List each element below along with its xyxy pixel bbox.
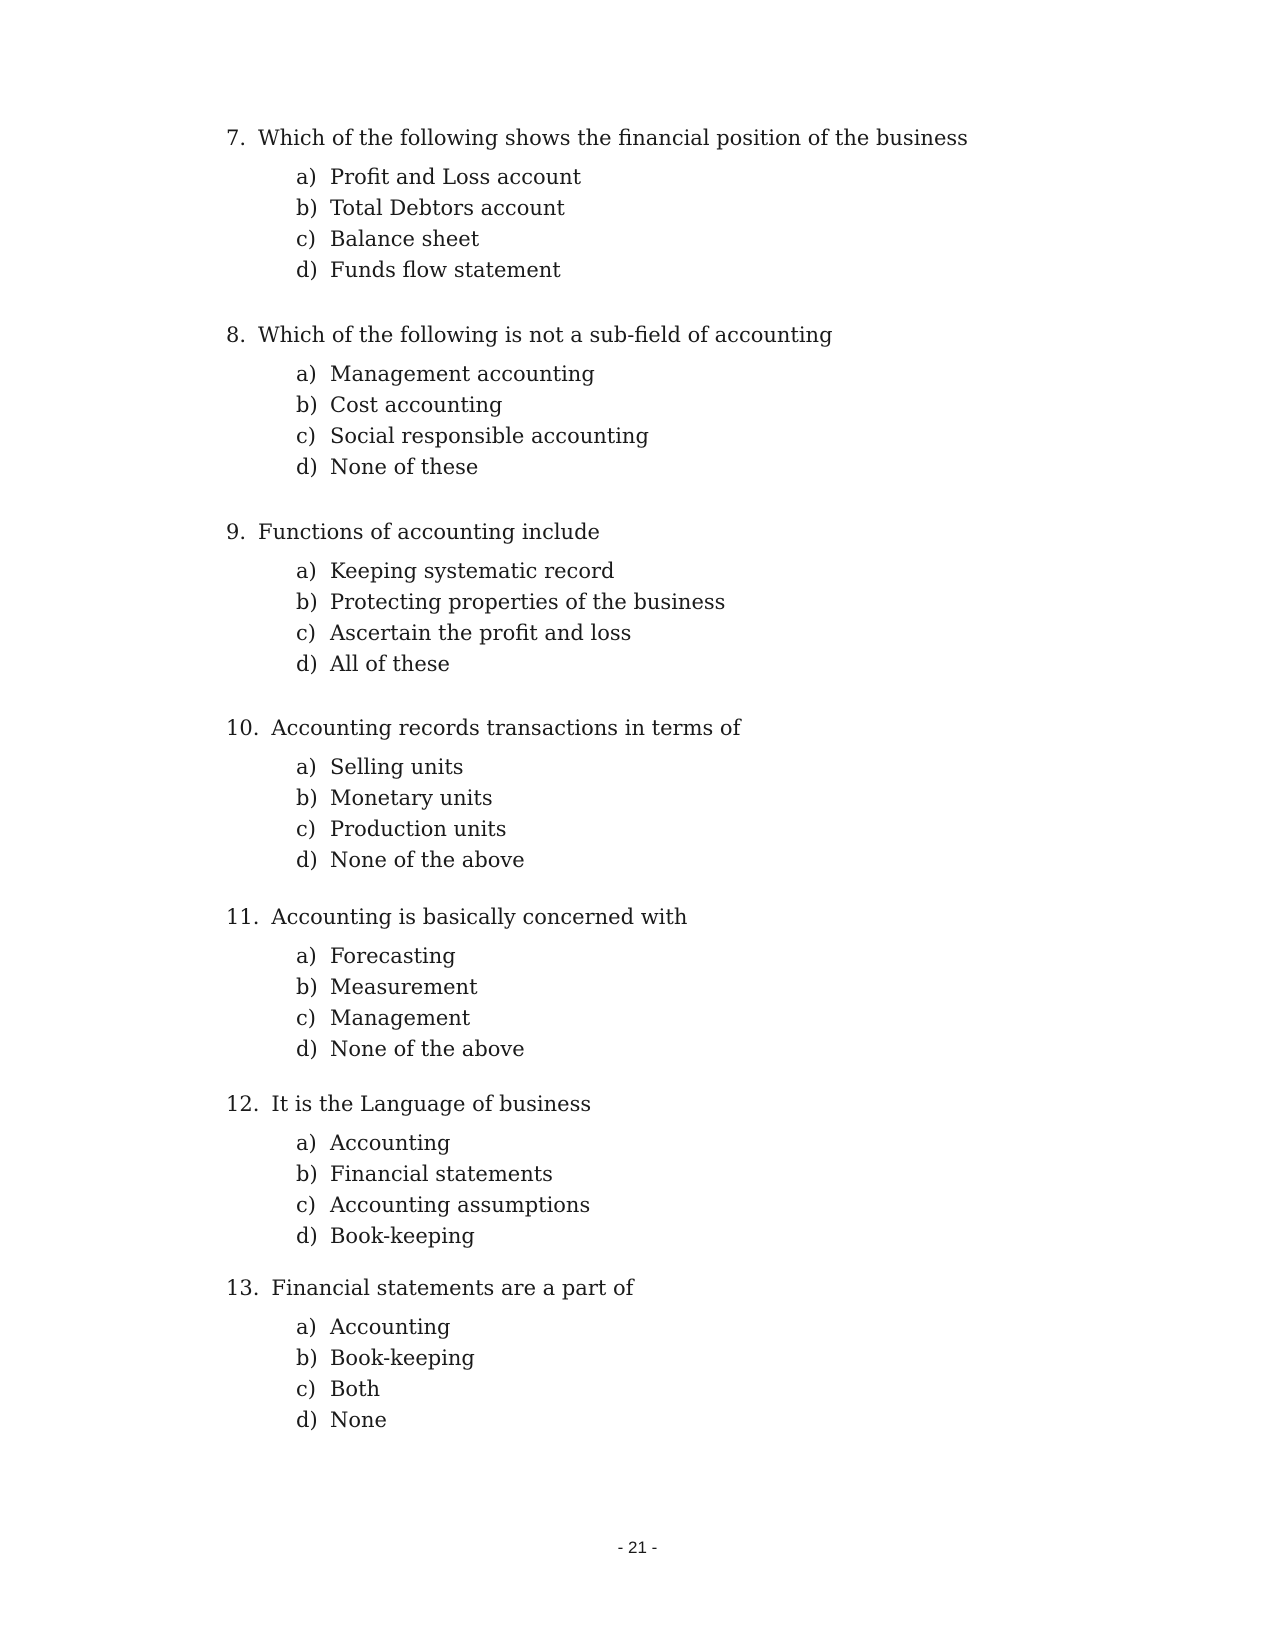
option-d: [296, 452, 1126, 483]
question-11: [226, 903, 1126, 1065]
question-number: 7.: [226, 126, 247, 150]
option-letter: d): [296, 455, 318, 479]
option-text: Monetary units: [330, 786, 493, 810]
option-text: None of the above: [330, 848, 525, 872]
option-letter: a): [296, 559, 317, 583]
option-letter: b): [296, 196, 318, 220]
option-text: Keeping systematic record: [330, 559, 615, 583]
option-text: None of the above: [330, 1037, 525, 1061]
question-stem: [226, 1274, 1126, 1302]
option-text: Ascertain the profit and loss: [330, 621, 632, 645]
option-c: [296, 618, 1126, 649]
option-letter: c): [296, 1377, 316, 1401]
question-text: Accounting records transactions in terms of: [271, 716, 741, 740]
option-b: [296, 1343, 1126, 1374]
option-text: Social responsible accounting: [330, 424, 649, 448]
option-c: [296, 224, 1126, 255]
option-letter: d): [296, 1037, 318, 1061]
question-text: It is the Language of business: [271, 1092, 592, 1116]
option-a: [296, 359, 1126, 390]
question-10: [226, 714, 1126, 876]
option-letter: d): [296, 1224, 318, 1248]
option-letter: c): [296, 1193, 316, 1217]
option-text: All of these: [330, 652, 450, 676]
option-d: [296, 1221, 1126, 1252]
option-text: Book-keeping: [330, 1346, 475, 1370]
option-text: Total Debtors account: [330, 196, 565, 220]
option-letter: b): [296, 393, 318, 417]
option-text: None of these: [330, 455, 479, 479]
option-d: [296, 845, 1126, 876]
option-letter: a): [296, 755, 317, 779]
option-d: [296, 255, 1126, 286]
option-d: [296, 1034, 1126, 1065]
options-list: [226, 162, 1126, 286]
options-list: [226, 1312, 1126, 1436]
option-text: Financial statements: [330, 1162, 553, 1186]
question-stem: [226, 124, 1126, 152]
option-text: Production units: [330, 817, 507, 841]
option-b: [296, 783, 1126, 814]
option-a: [296, 1312, 1126, 1343]
question-8: [226, 321, 1126, 483]
option-text: Accounting assumptions: [330, 1193, 591, 1217]
option-d: [296, 649, 1126, 680]
option-a: [296, 941, 1126, 972]
option-c: [296, 421, 1126, 452]
option-text: Profit and Loss account: [330, 165, 582, 189]
option-letter: a): [296, 1131, 317, 1155]
question-stem: [226, 714, 1126, 742]
option-letter: c): [296, 227, 316, 251]
option-letter: d): [296, 652, 318, 676]
option-letter: b): [296, 975, 318, 999]
option-letter: c): [296, 1006, 316, 1030]
option-text: Accounting: [330, 1131, 451, 1155]
option-text: Cost accounting: [330, 393, 503, 417]
option-letter: c): [296, 817, 316, 841]
option-letter: d): [296, 848, 318, 872]
question-text: Which of the following shows the financial position of the business: [258, 126, 968, 150]
option-letter: b): [296, 786, 318, 810]
question-text: Financial statements are a part of: [271, 1276, 634, 1300]
option-text: Forecasting: [330, 944, 456, 968]
option-text: None: [330, 1408, 387, 1432]
option-d: [296, 1405, 1126, 1436]
option-letter: a): [296, 944, 317, 968]
option-text: Book-keeping: [330, 1224, 475, 1248]
option-text: Funds flow statement: [330, 258, 561, 282]
question-stem: [226, 518, 1126, 546]
option-letter: b): [296, 1162, 318, 1186]
question-number: 8.: [226, 323, 247, 347]
option-b: [296, 972, 1126, 1003]
option-text: Balance sheet: [330, 227, 480, 251]
question-12: [226, 1090, 1126, 1252]
options-list: [226, 752, 1126, 876]
option-b: [296, 1159, 1126, 1190]
question-13: [226, 1274, 1126, 1436]
option-a: [296, 752, 1126, 783]
option-letter: c): [296, 424, 316, 448]
option-letter: d): [296, 1408, 318, 1432]
option-letter: a): [296, 1315, 317, 1339]
question-number: 9.: [226, 520, 247, 544]
option-letter: a): [296, 362, 317, 386]
question-stem: [226, 1090, 1126, 1118]
option-b: [296, 193, 1126, 224]
question-number: 10.: [226, 716, 260, 740]
option-text: Selling units: [330, 755, 464, 779]
option-b: [296, 390, 1126, 421]
option-c: [296, 1003, 1126, 1034]
options-list: [226, 556, 1126, 680]
option-a: [296, 1128, 1126, 1159]
options-list: [226, 941, 1126, 1065]
option-c: [296, 814, 1126, 845]
option-c: [296, 1190, 1126, 1221]
option-text: Accounting: [330, 1315, 451, 1339]
question-number: 11.: [226, 905, 260, 929]
option-text: Both: [330, 1377, 381, 1401]
page-number: - 21 -: [617, 1538, 658, 1557]
option-text: Management: [330, 1006, 471, 1030]
question-text: Which of the following is not a sub-field of accounting: [258, 323, 833, 347]
question-stem: [226, 903, 1126, 931]
question-text: Functions of accounting include: [258, 520, 600, 544]
option-letter: c): [296, 621, 316, 645]
question-stem: [226, 321, 1126, 349]
option-a: [296, 162, 1126, 193]
option-letter: a): [296, 165, 317, 189]
option-text: Measurement: [330, 975, 478, 999]
option-a: [296, 556, 1126, 587]
question-number: 13.: [226, 1276, 260, 1300]
options-list: [226, 1128, 1126, 1252]
options-list: [226, 359, 1126, 483]
option-letter: b): [296, 590, 318, 614]
option-b: [296, 587, 1126, 618]
option-text: Protecting properties of the business: [330, 590, 726, 614]
question-9: [226, 518, 1126, 680]
question-text: Accounting is basically concerned with: [271, 905, 688, 929]
question-7: [226, 124, 1126, 286]
option-c: [296, 1374, 1126, 1405]
option-text: Management accounting: [330, 362, 595, 386]
option-letter: b): [296, 1346, 318, 1370]
question-number: 12.: [226, 1092, 260, 1116]
option-letter: d): [296, 258, 318, 282]
